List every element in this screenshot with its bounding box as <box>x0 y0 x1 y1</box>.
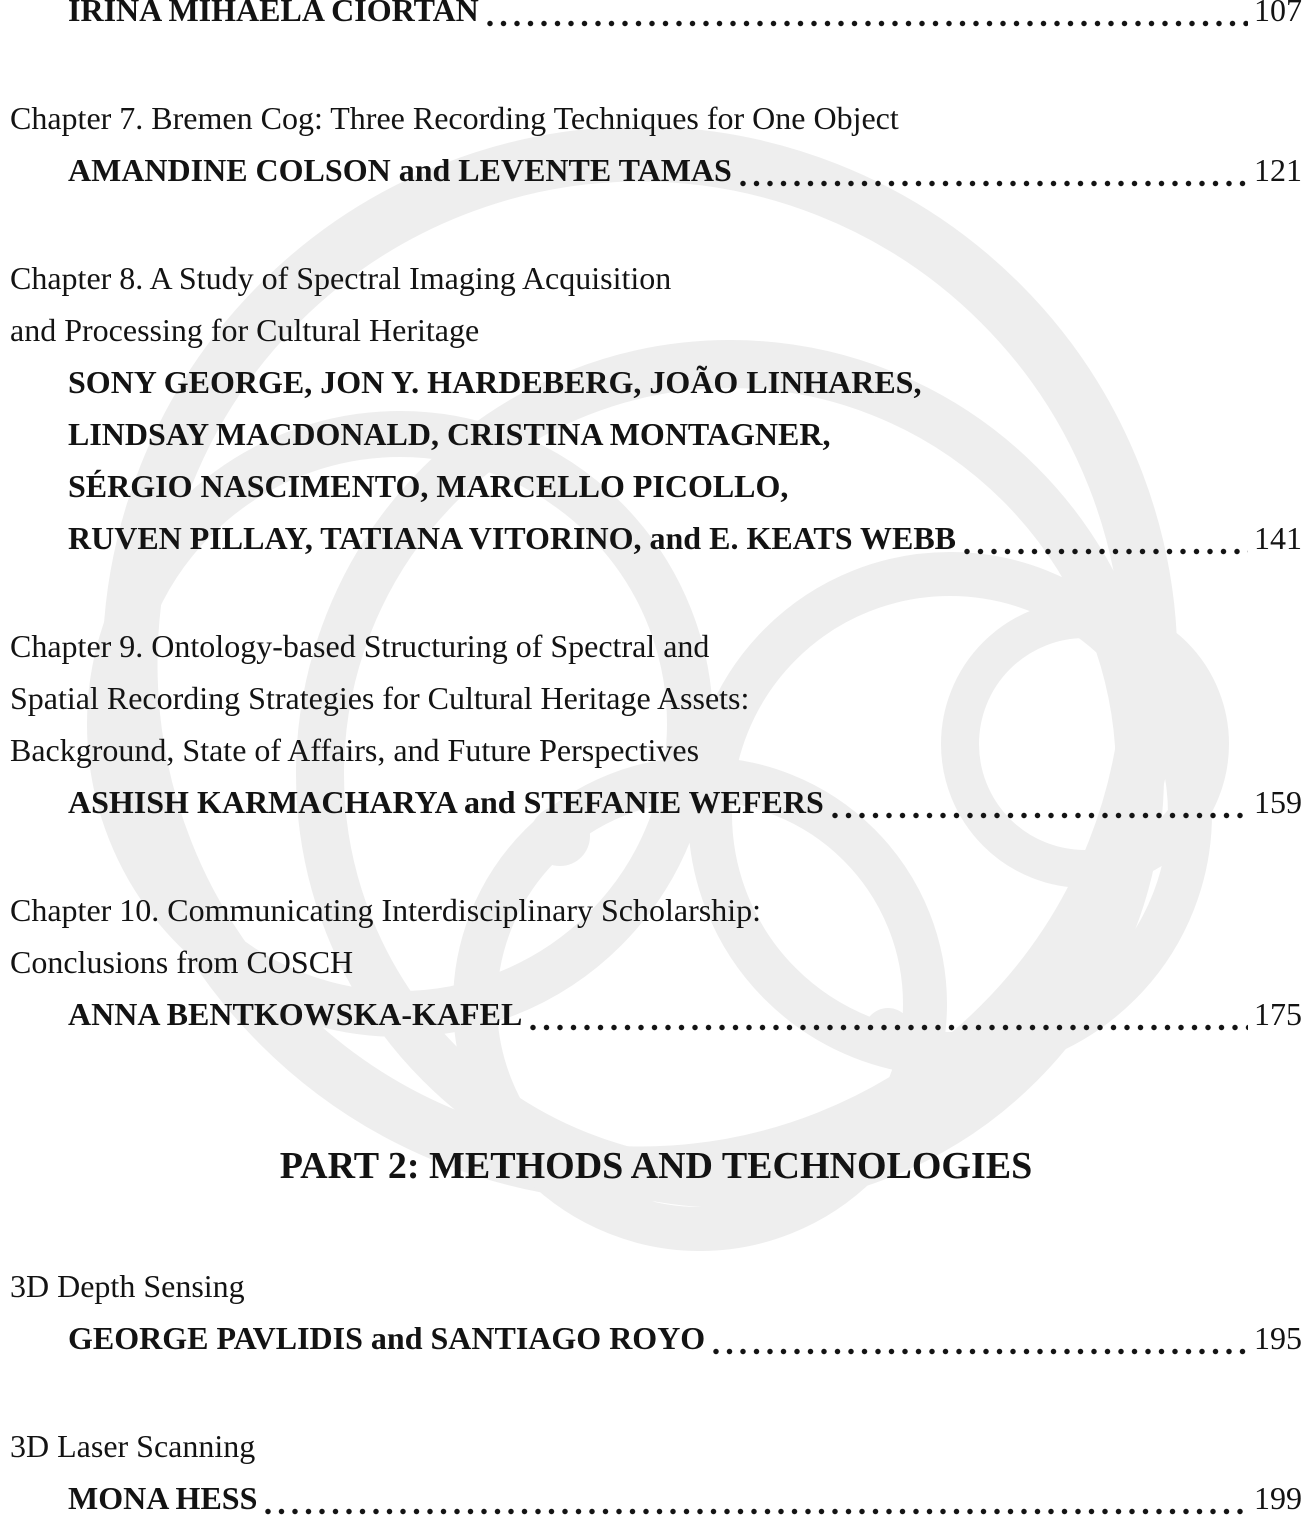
toc-entry-authors-partial <box>10 0 1302 36</box>
part-heading: PART 2: METHODS AND TECHNOLOGIES <box>279 1145 1033 1187</box>
chapter-title-line: Chapter 10. Communicating Interdisciplinary Scholarship: <box>10 892 761 928</box>
toc-entry-authors <box>10 144 1302 196</box>
page-number: 141 <box>1254 520 1302 556</box>
toc-entry-chapter-10 <box>10 884 1302 1040</box>
dots-leader <box>740 180 1248 187</box>
toc-entry-authors <box>10 988 1302 1040</box>
page-number: 107 <box>1254 0 1302 28</box>
page-number: 175 <box>1254 996 1302 1032</box>
toc-entry-chapter-9 <box>10 620 1302 828</box>
chapter-title-line: Chapter 8. A Study of Spectral Imaging Acquisition <box>10 260 672 296</box>
author-line: SÉRGIO NASCIMENTO, MARCELLO PICOLLO, <box>68 468 789 504</box>
author-names: MONA HESS <box>68 1480 258 1516</box>
author-line: LINDSAY MACDONALD, CRISTINA MONTAGNER, <box>68 416 831 452</box>
dots-leader <box>487 20 1248 27</box>
toc-entry-authors <box>10 1472 1302 1524</box>
section-title-line: 3D Laser Scanning <box>10 1428 256 1464</box>
toc-entry-authors <box>10 1312 1302 1364</box>
toc-entry-authors <box>10 776 1302 828</box>
section-title-line: 3D Depth Sensing <box>10 1268 245 1304</box>
chapter-title-line: Conclusions from COSCH <box>10 944 354 980</box>
dots-leader <box>265 1508 1248 1515</box>
dots-leader <box>713 1348 1248 1355</box>
toc-entry-authors <box>10 512 1302 564</box>
chapter-title-line: Spatial Recording Strategies for Cultural Heritage Assets: <box>10 680 750 716</box>
toc-entry-3d-depth-sensing <box>10 1260 1302 1364</box>
author-names: AMANDINE COLSON and LEVENTE TAMAS <box>68 152 732 188</box>
chapter-title-line: Chapter 7. Bremen Cog: Three Recording Techniques for One Object <box>10 100 899 136</box>
dots-leader <box>832 812 1248 819</box>
author-line: SONY GEORGE, JON Y. HARDEBERG, JOÃO LINHARES, <box>68 364 922 400</box>
author-names: ANNA BENTKOWSKA-KAFEL <box>68 996 523 1032</box>
author-names: GEORGE PAVLIDIS and SANTIAGO ROYO <box>68 1320 706 1356</box>
toc-entry-chapter-8 <box>10 252 1302 564</box>
page-number: 159 <box>1254 784 1302 820</box>
chapter-title-line: Chapter 9. Ontology-based Structuring of Spectral and <box>10 628 710 664</box>
chapter-title-line: Background, State of Affairs, and Future Perspectives <box>10 732 700 768</box>
author-names: ASHISH KARMACHARYA and STEFANIE WEFERS <box>68 784 824 820</box>
dots-leader <box>964 548 1248 555</box>
page-number: 199 <box>1254 1480 1302 1516</box>
page-number: 121 <box>1254 152 1302 188</box>
toc-entry-3d-laser-scanning <box>10 1420 1302 1524</box>
chapter-title-line: and Processing for Cultural Heritage <box>10 312 480 348</box>
dots-leader <box>530 1024 1248 1031</box>
toc-entry-chapter-7 <box>10 92 1302 196</box>
page-number: 195 <box>1254 1320 1302 1356</box>
author-names: IRINA MIHAELA CIORTAN <box>68 0 479 28</box>
author-names: RUVEN PILLAY, TATIANA VITORINO, and E. KEATS WEBB <box>68 520 956 556</box>
